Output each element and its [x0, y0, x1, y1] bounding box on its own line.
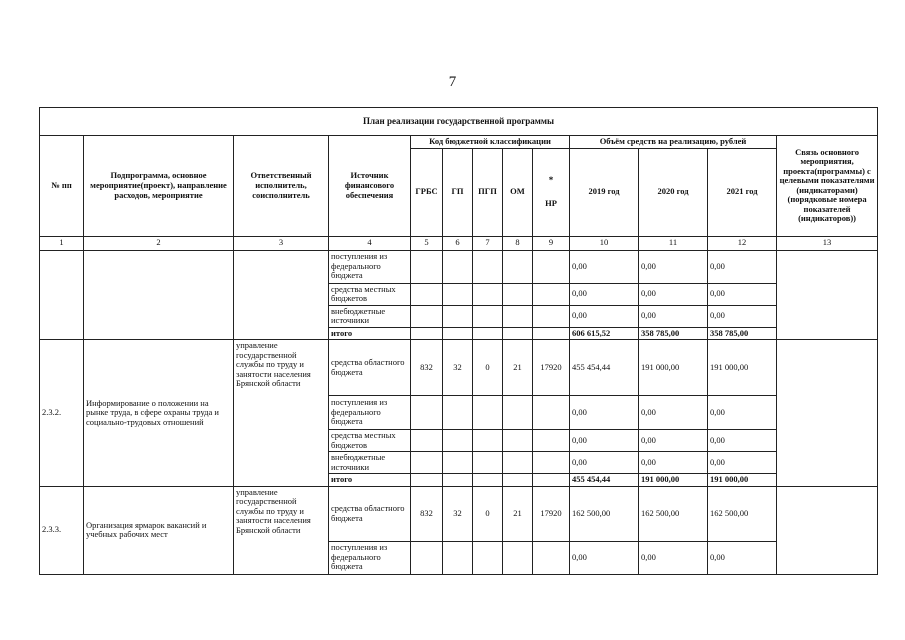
pgp-cell: 0: [473, 486, 503, 541]
responsible-cell: [234, 250, 329, 340]
np-cell: 17920: [533, 486, 570, 541]
column-index: 11: [639, 236, 708, 250]
source-cell: итого: [329, 474, 411, 487]
indicator-link-cell: [777, 340, 878, 487]
value-2019: 0,00: [570, 541, 639, 574]
header-np: [533, 148, 570, 236]
value-2020: 191 000,00: [639, 474, 708, 487]
program-plan-table: [39, 107, 878, 575]
name-cell: [84, 250, 234, 340]
value-2021: 0,00: [708, 541, 777, 574]
value-2019: 0,00: [570, 283, 639, 305]
value-2021: 191 000,00: [708, 340, 777, 396]
grbs-cell: 832: [411, 340, 443, 396]
source-cell: поступления из федерального бюджета: [329, 396, 411, 430]
value-2020: 358 785,00: [639, 327, 708, 340]
gp-cell: 32: [443, 486, 473, 541]
column-index: 3: [234, 236, 329, 250]
header-source: Источник финансового обеспечения: [329, 136, 411, 237]
value-2020: 0,00: [639, 396, 708, 430]
column-index: 10: [570, 236, 639, 250]
item-responsible: управление государственной службы по труду и занятости населения Брянской области: [234, 486, 329, 574]
indicator-link-cell: [777, 486, 878, 574]
column-index: 5: [411, 236, 443, 250]
page-number: 7: [448, 74, 457, 90]
value-2020: 0,00: [639, 541, 708, 574]
column-index-row: [40, 236, 878, 250]
value-2019: 162 500,00: [570, 486, 639, 541]
source-cell: поступления из федерального бюджета: [329, 250, 411, 283]
header-om: ОМ: [503, 148, 533, 236]
header-gp: ГП: [443, 148, 473, 236]
column-index: 2: [84, 236, 234, 250]
gp-cell: 32: [443, 340, 473, 396]
value-2021: 0,00: [708, 452, 777, 474]
header-responsible: Ответственный исполнитель, соисполнитель: [234, 136, 329, 237]
header-pgp: ПГП: [473, 148, 503, 236]
item-number: 2.3.2.: [40, 340, 84, 487]
header-2021: 2021 год: [708, 148, 777, 236]
value-2019: 0,00: [570, 430, 639, 452]
item-responsible: управление государственной службы по труду и занятости населения Брянской области: [234, 340, 329, 487]
source-cell: средства местных бюджетов: [329, 283, 411, 305]
value-2021: 0,00: [708, 250, 777, 283]
header-budget-classification: Код бюджетной классификации: [411, 136, 570, 149]
column-index: 13: [777, 236, 878, 250]
header-np-star: *: [548, 175, 554, 186]
indicator-link-cell: [777, 250, 878, 340]
value-2019: 606 615,52: [570, 327, 639, 340]
header-grbs: ГРБС: [411, 148, 443, 236]
value-2021: 0,00: [708, 430, 777, 452]
value-2020: 0,00: [639, 283, 708, 305]
item-name: Организация ярмарок вакансий и учебных рабочих мест: [84, 486, 234, 574]
source-cell: внебюджетные источники: [329, 452, 411, 474]
source-cell: средства областного бюджета: [329, 486, 411, 541]
np-cell: 17920: [533, 340, 570, 396]
header-subprogram: Подпрограмма, основное мероприятие(проект), направление расходов, мероприятие: [84, 136, 234, 237]
column-index: 12: [708, 236, 777, 250]
value-2019: 455 454,44: [570, 474, 639, 487]
column-index: 7: [473, 236, 503, 250]
value-2021: 358 785,00: [708, 327, 777, 340]
source-cell: средства местных бюджетов: [329, 430, 411, 452]
value-2019: 0,00: [570, 250, 639, 283]
om-cell: 21: [503, 486, 533, 541]
column-index: 4: [329, 236, 411, 250]
item-name: Информирование о положении на рынке труда, в сфере охраны труда и социально-трудовых отношений: [84, 340, 234, 487]
value-2020: 0,00: [639, 430, 708, 452]
header-2020: 2020 год: [639, 148, 708, 236]
value-2019: 0,00: [570, 396, 639, 430]
table-row: [40, 486, 878, 541]
column-index: 1: [40, 236, 84, 250]
header-indicator-link: Связь основного мероприятия, проекта(программы) с целевыми показателями (индикаторами) (порядковые номера показателей (индикаторов)): [777, 136, 878, 237]
column-index: 8: [503, 236, 533, 250]
grbs-cell: 832: [411, 486, 443, 541]
value-2020: 162 500,00: [639, 486, 708, 541]
value-2021: 0,00: [708, 396, 777, 430]
value-2021: 191 000,00: [708, 474, 777, 487]
header-2019: 2019 год: [570, 148, 639, 236]
source-cell: средства областного бюджета: [329, 340, 411, 396]
pgp-cell: 0: [473, 340, 503, 396]
value-2019: 0,00: [570, 452, 639, 474]
source-cell: внебюджетные источники: [329, 305, 411, 327]
table-title: План реализации государственной программы: [40, 108, 878, 136]
value-2021: 0,00: [708, 305, 777, 327]
column-index: 9: [533, 236, 570, 250]
value-2020: 0,00: [639, 452, 708, 474]
value-2021: 0,00: [708, 283, 777, 305]
value-2019: 455 454,44: [570, 340, 639, 396]
header-funding-volume: Объём средств на реализацию, рублей: [570, 136, 777, 149]
table-row: [40, 340, 878, 396]
value-2019: 0,00: [570, 305, 639, 327]
table-row: [40, 250, 878, 283]
header-num: № пп: [40, 136, 84, 237]
om-cell: 21: [503, 340, 533, 396]
header-np-label: НР: [545, 198, 557, 209]
source-cell: итого: [329, 327, 411, 340]
item-number: 2.3.3.: [40, 486, 84, 574]
value-2020: 0,00: [639, 305, 708, 327]
source-cell: поступления из федерального бюджета: [329, 541, 411, 574]
value-2020: 191 000,00: [639, 340, 708, 396]
value-2020: 0,00: [639, 250, 708, 283]
value-2021: 162 500,00: [708, 486, 777, 541]
column-index: 6: [443, 236, 473, 250]
num-cell: [40, 250, 84, 340]
